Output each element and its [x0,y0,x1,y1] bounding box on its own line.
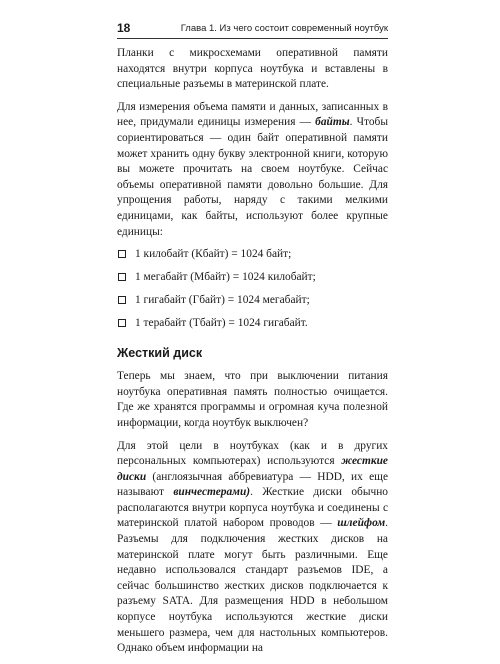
list-item-text: 1 терабайт (Тбайт) = 1024 гигабайт. [135,317,308,330]
list-item [117,247,388,262]
section-heading: Жесткий диск [117,346,203,361]
list-item [117,293,388,308]
page-header [117,22,388,36]
page-body [117,46,388,664]
units-list [117,247,388,331]
paragraph-4-text-c: . Жесткие диски обычно располагаются внутри корпуса ноутбука и соединены с материнской платой набором проводов — [117,486,388,530]
term-winchesters: винчестерами) [173,486,251,499]
term-hard-disks: жесткие диски [117,455,388,483]
paragraph-2-text-a: Для измерения объема памяти и данных, записанных в нее, придумали единицы измерения — [117,100,388,129]
list-item [117,270,388,285]
list-item-text: 1 мегабайт (Мбайт) = 1024 килобайт; [135,271,316,284]
paragraph-4-text-a: Для этой цели в ноутбуках (как и в других персональных компьютерах) используются [117,439,388,468]
paragraph-1: Планки с микросхемами оперативной памяти находятся внутри корпуса ноутбука и вставлены в специальные разъемы в материнской плате. [117,47,388,91]
paragraph-4-text-d: . Разъемы для подключения жестких дисков на материнской плате могут быть различными. Еще недавно использовался стандарт разъемов IDE, а сейчас большинство жестких дисков подключается к разъему SATA. Для размещения HDD в небольшом корпусе ноутбука используются жесткие диски меньшего размера, чем для настольных компьютеров. Однако объем информации на [117,517,388,655]
checkbox-icon [118,319,126,327]
list-item [117,316,388,331]
paragraph-3: Теперь мы знаем, что при выключении питания ноутбука оперативная память полностью очищается. Где же хранятся программы и огромная куча полезной информации, когда ноутбук выключен? [117,370,388,429]
header-rule [117,38,388,39]
list-item-text: 1 гигабайт (Гбайт) = 1024 мегабайт; [135,294,310,307]
paragraph-4-text-b: (англоязычная аббревиатура — HDD, их еще называют [117,470,388,499]
paragraph-2-text-b: . Чтобы сориентироваться — один байт оперативной памяти может хранить одну букву электронной книги, которую вы можете прочитать на своем ноутбуке. Сейчас объемы оперативной памяти довольно большие. Для упрощения работы, наряду с такими мелкими единицами, как байты, используют более крупные единицы: [117,116,389,238]
term-cable: шлейфом [337,517,386,530]
paragraph-4 [117,439,388,657]
checkbox-icon [118,273,126,281]
checkbox-icon [118,250,126,258]
list-item-text: 1 килобайт (Кбайт) = 1024 байт; [135,248,292,261]
term-bytes: байты [315,116,350,129]
paragraph-2 [117,100,388,240]
chapter-title: Глава 1. Из чего состоит современный ноутбук [180,23,388,34]
page-number: 18 [117,21,131,35]
checkbox-icon [118,296,126,304]
